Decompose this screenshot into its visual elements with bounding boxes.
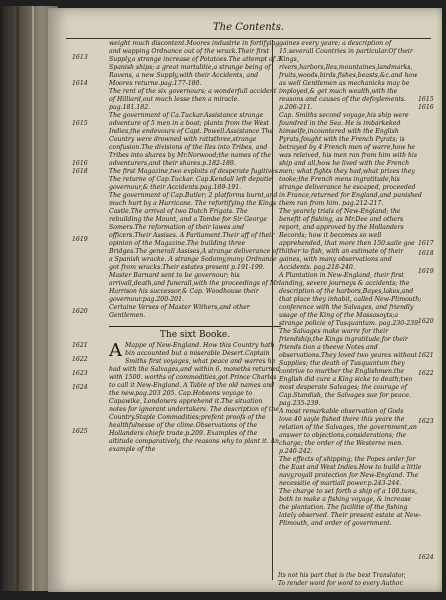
year-marker: 1625 (72, 428, 88, 435)
year-marker: 1622 (72, 356, 88, 363)
contents-entry: A Plantation in New-England, their first landing, severe journeys & accidents; the description of the harbors,Bayes,lakes,and that place they inhabit, called New-Plimouth; conference with the Salvages, and friendly usage of the King of the Massasoyts;a strange policie of Tusquantum. pag.230-239. (279, 272, 422, 327)
section-body: Mappe of New-England. How this Country hath bin accounted but a miserable Desert.Captain Smiths first voyages, what peace and warres he had with the Salvages,and within 6. moneths returned with 1500. worths of commodities,got Prince Charles to call it New-England. A Table of the old names and the new.pag.203 205. Cap.Hobsons voyage to Capawike, Londoners apprehend it.The situation notes for ignorant undertakers. The description of the Country.Staple Commodities;prefent proofs of the healthfulnesse of the clime.Observations of the Hollanders chiefe trade.p.209. Examples of the altitude comparatively, the reasons why to plant it. An example of the (109, 342, 280, 453)
year-marker: 1624 (72, 384, 88, 391)
contents-entry: weight much discontent.Moores industrie in fortifying and wapping Ordnance out of the wrack.Their first Supply,a strange increase of Potatoes.The attempt of 3 Spanish ships; a great mortalitie,a strange being of Ravens, a new Supply,with their Accidents, and Moores returne.pag.177-180. (109, 40, 281, 87)
contents-entry: Master Barnard sent to be governour; his arrivall,death,and funerall,with the proceedings of Mr. Harrison his successor,& Cap. Woodhouse their governour.pag.200-201. (109, 272, 281, 303)
year-marker: 1624 (418, 554, 434, 561)
contents-entry: The first Magazine,two exploits of desperate fugitives. The returne of Cap.Tuckar. Cap.Kendall left deputie governour,& their Accidents.pag.189-191. (109, 168, 281, 191)
left-column (109, 40, 281, 456)
year-marker: 1619 (418, 268, 434, 275)
drop-cap: A (109, 340, 122, 361)
year-marker: 1615 (418, 96, 434, 103)
right-column (272, 40, 422, 580)
year-marker: 1618 (418, 250, 434, 257)
contents-entry: The government of Ca.Tuckar.Assistance strange adventure of 5 men in a boat; plants from the West Indies,the endevours of Capt. Powell.Assistance The Country were drowned with rattsthree,strange confusion.The divisions of the Iles into Tribes, and Tribes into shares by Mr.Norwood;the names of the adventurers,and their shares.p.182-189. (109, 112, 274, 167)
running-title: The Contents. (212, 22, 285, 33)
page-header (66, 22, 431, 39)
contents-entry: The effects of shipping; the Popes order for the East and West Indies.How to build a little navy,royall protection for New-England. The necessitie of martiall power.p.243-244. (279, 456, 422, 487)
section-title: The sixt Booke. (159, 330, 231, 340)
contents-entry: Cap. Smiths second voyage,his ship were foundred in the Sea. He is imbarkeked himselfe,incountered with the English Pyrats,fought with the French Pyrats; is betrayed by 4 French men of warre,how he was releived, his men ran from him with his ship and all,how he lived with the French men; what fights they had,what prizes they tooke;the French mens ingratitude,his strange deliverance he escaped, proceeded in France,returned for England,and punished them ran from him. pag.212-217. (279, 112, 422, 207)
book-section (109, 326, 281, 454)
contents-entry: The yearely trials of New-England; the benefit of fishing, as Mr.Dee and others report, and approved by the Hollanders Records; how it becomes so well apprehended, that more then 150.saile goe thither to fish, with an estimate of their gaines, with many observations and Accidents. pag.218-240. (279, 208, 415, 271)
year-marker: 1622 (418, 370, 434, 377)
year-marker: 1620 (72, 308, 88, 315)
year-marker: 1614 (72, 80, 88, 87)
contents-entry: Certaine Verses of Master Withers,and other Gentlemen. (109, 304, 250, 319)
contents-entry: gaines every yeare; a description of 15.severall Countries in particular.Of their Kings, rivers,harbors,Iles,mountaines,landmarks, fruits,woods,birds,fishes,beasts,&c.and how as well Gentlemen as mechanicks may be imployed,& get much wealth,with the reasons and causes of the defoylements. p.206-211. (279, 40, 418, 111)
contents-entry: The charge to set forth a ship of a 100.tuns, both to make a fishing voyage, & increase the plantation. The facilitie of the fishing lately observed. Their present estate at New-Plimouth, and order of government. (279, 488, 422, 527)
contents-entry: The rent of the six governours; a wonderfull accident of Hilliard,out much lesse then a miracle. pag.181.182. (109, 88, 277, 111)
year-marker: 1621 (418, 352, 434, 359)
year-marker: 1619 (72, 236, 88, 243)
footer-verse (278, 572, 428, 587)
year-marker: 1616 (418, 104, 434, 111)
contents-entry: A most remarkable observation of Gods love.40 sayle fished there this yeare the relation of the Salvages, the government,an answer to objections,considerations; the charge; the order of the Westerne men. p.240-242. (279, 408, 417, 455)
year-marker: 1617 (418, 240, 434, 247)
year-marker: 1616 (72, 160, 88, 167)
year-marker: 1620 (418, 318, 434, 325)
year-marker: 1621 (72, 342, 88, 349)
contents-entry: The government of Cap.Butler; 2 platforms burnt,and much hurt by a Hurricane. The refortifying the Kings Castle.The arrival of two Dutch Frigats. The rebuilding the Mount, and a Tombe for Sir George Somers.The reformation of their lawes and officers.Their Assises. A Parliament.Their aff of their opinion of the Magazine.The building three Bridges.The generall Assises,A strange deliverance of a Spanish wracke. A strange Sodomy,many Ordnance got from wracks.Their estates present p.191-199. (109, 192, 279, 271)
year-marker: 1623 (72, 370, 88, 377)
year-marker: 1615 (72, 120, 88, 127)
year-marker: 1623 (418, 418, 434, 425)
year-marker: 1613 (72, 54, 88, 61)
footer-line: To render word for word to every Author. (278, 579, 404, 587)
contents-entry: The Salvages make warre for their friendship,the Kings ingratitude,for their friends tion a theeve Notes and observations.They loved two yeares without Supplies; the death of Tusquantum they contrive to murther the Englishmen.the English did cure a King sicke to death;two most desperate Salvages; the courage of Cap.Standish, the Salvages sue for peace. pag.235-239. (279, 328, 418, 407)
year-marker: 1618 (72, 168, 88, 175)
footer-line: Its not his part that is the best Translator, (278, 572, 406, 579)
